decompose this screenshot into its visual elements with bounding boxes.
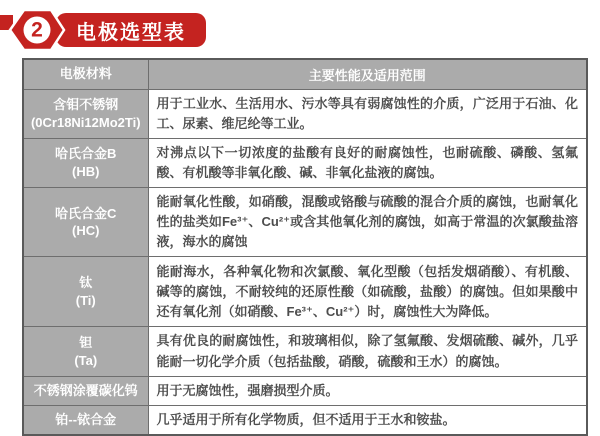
number-badge-icon	[8, 7, 66, 53]
material-name: 哈氏合金B	[55, 146, 117, 162]
badge-number: 2	[31, 18, 43, 42]
description-cell: 能耐海水，各种氧化物和次氯酸、氧化型酸（包括发烟硝酸）、有机酸、碱等的腐蚀，不耐较纯的还原性酸（如硫酸，盐酸）的腐蚀。但如果酸中还有氧化剂（如硝酸、Fe³⁺、Cu²⁺）时，腐蚀性大为降低。	[148, 257, 587, 327]
description-cell: 用于无腐蚀性，强磨损型介质。	[148, 376, 587, 405]
table-row	[23, 188, 587, 257]
material-name: 不锈钢涂覆碳化钨	[33, 383, 138, 399]
table-row	[23, 327, 587, 376]
material-cell	[23, 138, 148, 187]
page-title: 电极选型表	[76, 21, 186, 44]
table-header-row	[23, 59, 587, 89]
table-row	[23, 138, 587, 187]
table-row	[23, 376, 587, 405]
material-cell	[23, 327, 148, 376]
description-cell: 几乎适用于所有化学物质，但不适用于王水和铵盐。	[148, 405, 587, 435]
page-header	[0, 0, 600, 58]
electrode-selection-table	[22, 58, 588, 436]
material-name: 铂--铱合金	[55, 412, 117, 428]
material-name: 钽	[79, 335, 93, 351]
material-code: (Ta)	[74, 352, 98, 368]
table-row	[23, 257, 587, 327]
column-header-description: 主要性能及适用范围	[148, 59, 587, 89]
material-code: (Ti)	[75, 292, 96, 308]
material-name: 哈氏合金C	[55, 205, 117, 221]
material-cell	[23, 89, 148, 138]
material-code: (HC)	[72, 223, 100, 239]
description-cell: 对沸点以下一切浓度的盐酸有良好的耐腐蚀性，也耐硫酸、磷酸、氢氟酸、有机酸等非氧化酸、碱、非氧化盐液的腐蚀。	[148, 138, 587, 187]
table-row	[23, 89, 587, 138]
material-name: 钛	[79, 275, 93, 291]
material-cell	[23, 188, 148, 257]
material-code: (HB)	[72, 163, 100, 179]
column-header-material: 电极材料	[23, 59, 148, 89]
title-pill	[56, 13, 206, 47]
material-code: (0Cr18Ni12Mo2Ti)	[30, 114, 141, 130]
description-cell: 具有优良的耐腐蚀性，和玻璃相似，除了氢氟酸、发烟硫酸、碱外，几乎能耐一切化学介质（包括盐酸，硝酸，硫酸和王水）的腐蚀。	[148, 327, 587, 376]
material-cell	[23, 257, 148, 327]
material-name: 含钼不锈钢	[53, 97, 119, 113]
description-cell: 能耐氧化性酸，如硝酸，混酸或铬酸与硫酸的混合介质的腐蚀，也耐氧化性的盐类如Fe³⁺、Cu²⁺或含其他氧化剂的腐蚀，如高于常温的次氯酸盐溶液，海水的腐蚀	[148, 188, 587, 257]
description-cell: 用于工业水、生活用水、污水等具有弱腐蚀性的介质，广泛用于石油、化工、尿素、维尼纶等工业。	[148, 89, 587, 138]
material-cell	[23, 376, 148, 405]
